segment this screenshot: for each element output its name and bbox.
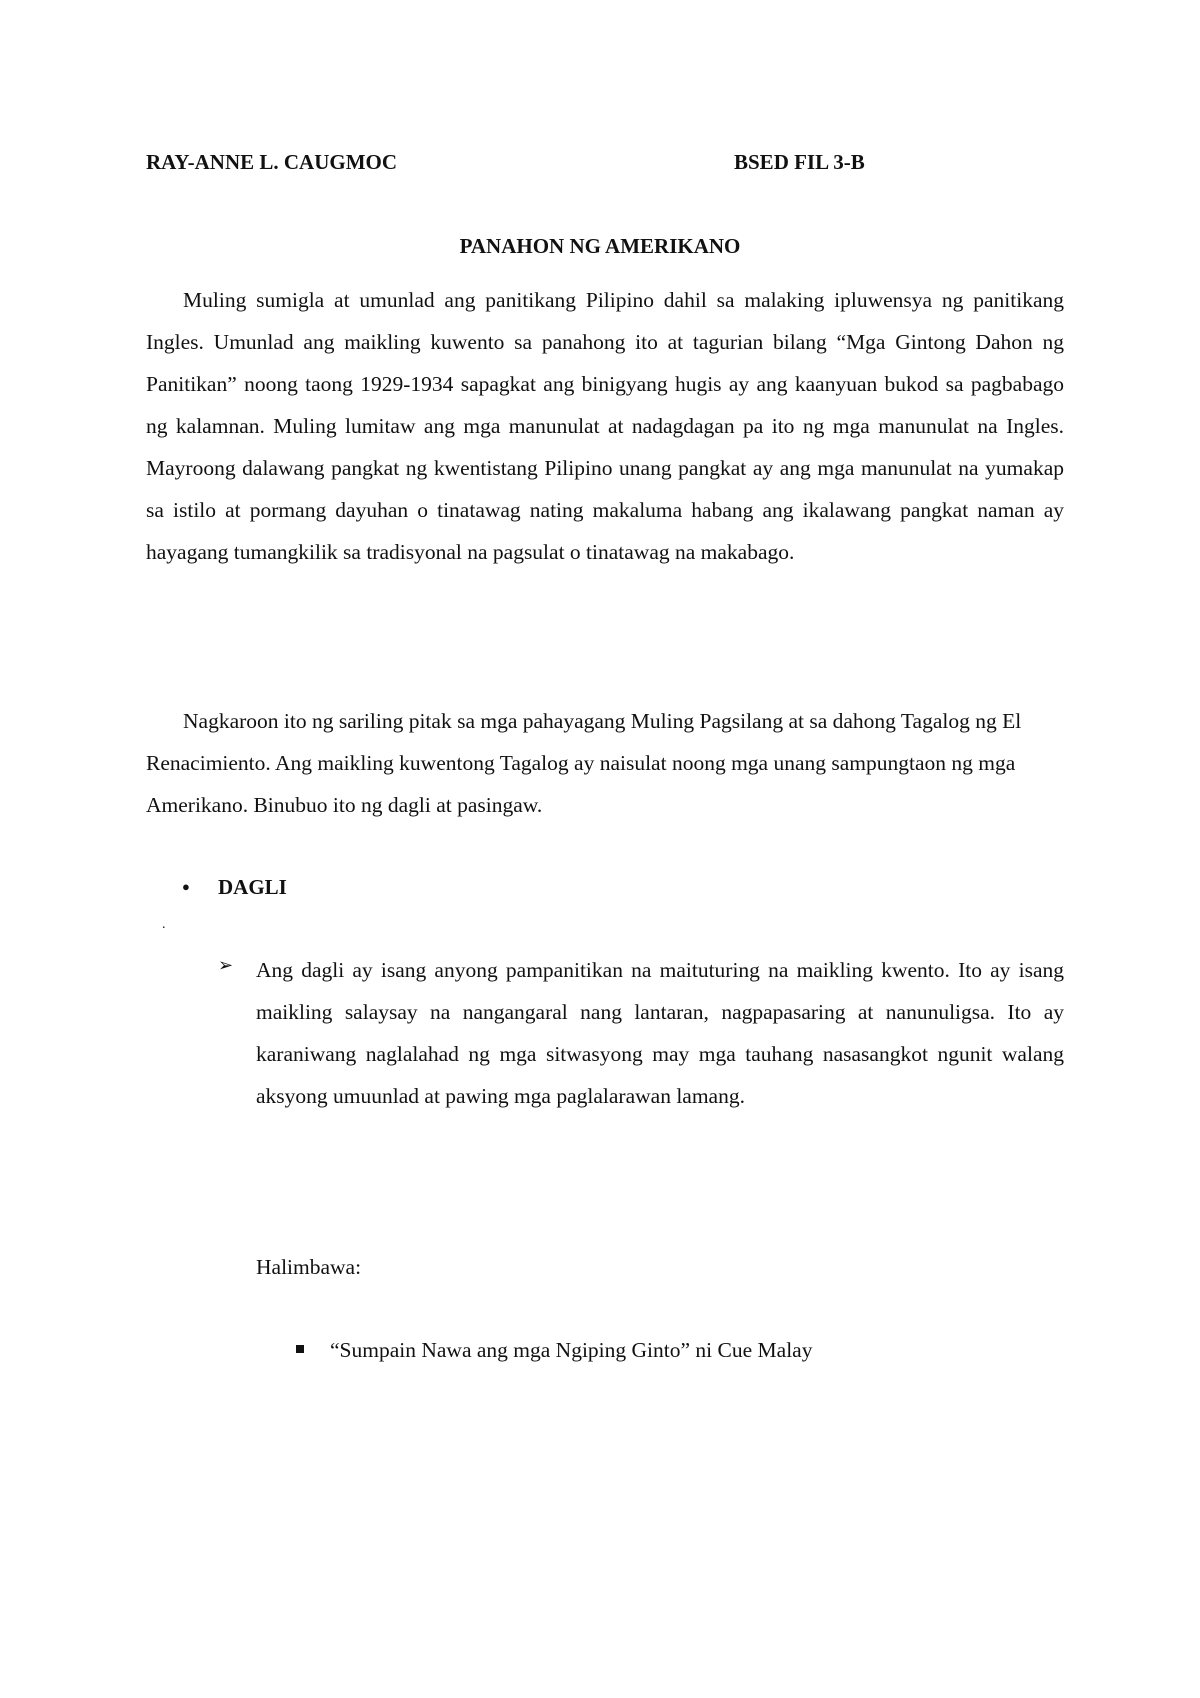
square-bullet-icon: [296, 1345, 304, 1353]
stray-mark: .: [162, 917, 166, 932]
document-header: [146, 150, 1066, 180]
paragraph-second: Nagkaroon ito ng sariling pitak sa mga pahayagang Muling Pagsilang at sa dahong Tagalog ng El Renacimiento. Ang maikling kuwentong Tagalog ay naisulat noong mga unang sampungtaon ng mga Amerikano. Binubuo ito ng dagli at pasingaw.: [146, 709, 1022, 817]
example-text: “Sumpain Nawa ang mga Ngiping Ginto” ni Cue Malay: [330, 1338, 813, 1362]
bullet-dot-icon: ●: [182, 879, 190, 894]
example-label: Halimbawa:: [256, 1255, 362, 1279]
section-heading-label: DAGLI: [218, 875, 287, 899]
paragraph-intro: Muling sumigla at umunlad ang panitikang Pilipino dahil sa malaking ipluwensya ng panitikang Ingles. Umunlad ang maikling kuwento sa panahong ito at tagurian bilang “Mga Gintong Dahon ng Panitikan” noong taong 1929-1934 sapagkat ang binigyang hugis ay ang kaanyuan bukod sa pagbabago ng kalamnan. Muling lumitaw ang mga manunulat at nadagdagan pa ito ng mga manunulat na Ingles. Mayroong dalawang pangkat ng kwentistang Pilipino unang pangkat ay ang mga manunulat na yumakap sa istilo at pormang dayuhan o tinatawag nating makaluma habang ang ikalawang pangkat naman ay hayagang tumangkilik sa tradisyonal na pagsulat o tinatawag na makabago.: [146, 288, 1064, 564]
definition-text: Ang dagli ay isang anyong pampanitikan na maituturing na maikling kwento. Ito ay isang maikling salaysay na nangangaral nang lantaran, nagpapasaring at nanunuligsa. Ito ay karaniwang naglalahad ng mga sitwasyong may mga tauhang nasasangkot ngunit walang aksyong umuunlad at pawing mga paglalarawan lamang.: [256, 958, 1064, 1108]
arrow-bullet-icon: ➢: [218, 955, 234, 976]
document-title: PANAHON NG AMERIKANO: [459, 234, 741, 258]
example-list-item: [330, 1338, 812, 1363]
course-section: BSED FIL 3-B: [734, 150, 865, 174]
author-name: RAY-ANNE L. CAUGMOC: [146, 150, 398, 174]
